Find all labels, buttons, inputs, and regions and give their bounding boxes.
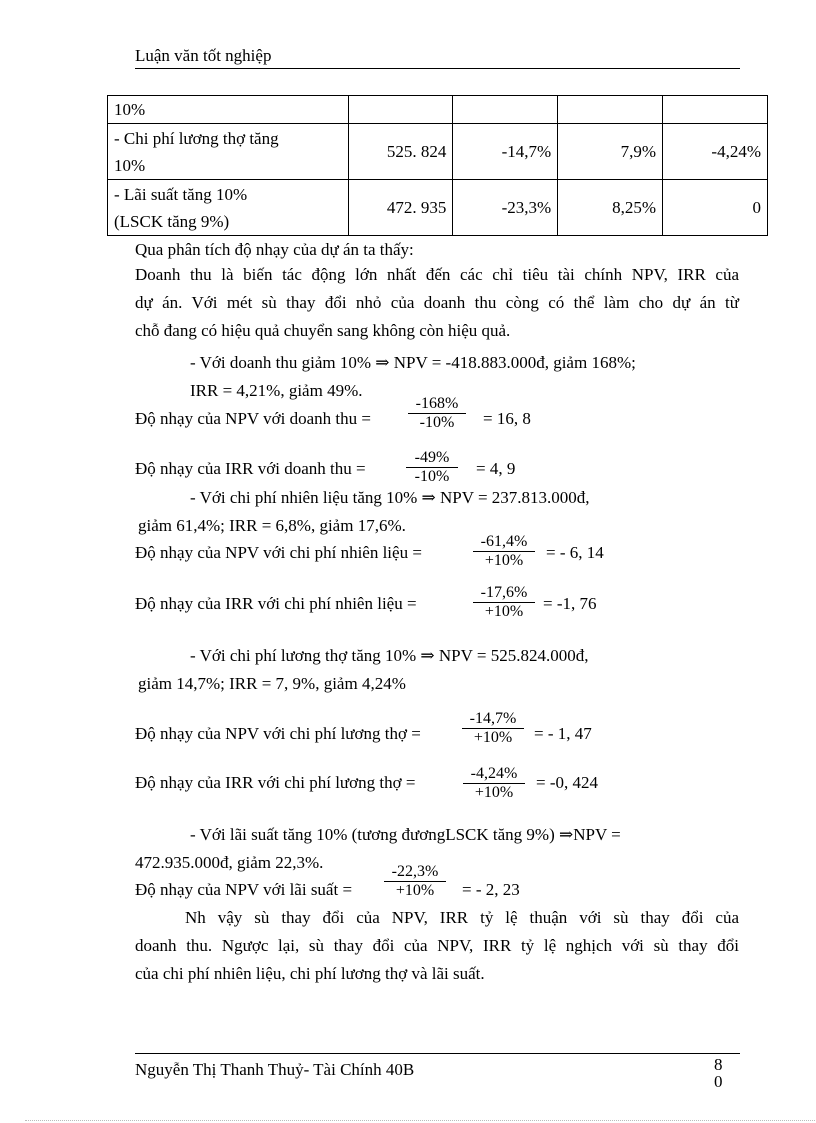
table-cell-npv: 525. 824 xyxy=(348,124,453,180)
page-number-digit: 0 xyxy=(714,1072,723,1091)
case4-line1: - Với lãi suất tăng 10% (tương đươngLSCK tăng 9%) ⇒NPV = xyxy=(190,825,621,844)
page-edge-divider xyxy=(25,1120,815,1121)
sensitivity-result: = - 1, 47 xyxy=(534,724,592,743)
sensitivity-table xyxy=(107,95,768,236)
header-rule xyxy=(135,68,740,69)
fraction xyxy=(463,766,525,801)
fraction-denominator: +10% xyxy=(484,603,524,620)
fraction-denominator: -10% xyxy=(419,414,455,431)
page-number xyxy=(714,1056,723,1090)
fraction xyxy=(408,396,466,431)
fraction-numerator: -61,4% xyxy=(480,533,528,550)
table-cell-pct-npv: -23,3% xyxy=(453,180,558,236)
header-title: Luận văn tốt nghiệp xyxy=(135,46,272,65)
sensitivity-label: Độ nhạy của IRR với chi phí nhiên liệu = xyxy=(135,594,417,613)
table-row xyxy=(108,180,768,236)
fraction-numerator: -17,6% xyxy=(480,584,528,601)
fraction xyxy=(384,864,446,899)
table-cell-irr: 7,9% xyxy=(558,124,663,180)
table-cell-npv xyxy=(348,96,453,124)
table-row xyxy=(108,124,768,180)
table-cell-irr: 8,25% xyxy=(558,180,663,236)
sensitivity-result: = 16, 8 xyxy=(483,409,531,428)
table-cell-pct-irr: 0 xyxy=(663,180,768,236)
page-number-digit: 8 xyxy=(714,1055,723,1074)
table-cell-pct-npv xyxy=(453,96,558,124)
case3-line1: - Với chi phí lương thợ tăng 10% ⇒ NPV = 525.824.000đ, xyxy=(190,646,589,665)
intro-text: Qua phân tích độ nhạy của dự án ta thấy: xyxy=(135,240,414,259)
paragraph-line: của chi phí nhiên liệu, chi phí lương thợ và lãi suất. xyxy=(135,964,485,983)
sensitivity-label: Độ nhạy của NPV với chi phí lương thợ = xyxy=(135,724,421,743)
paragraph-line: doanh thu. Ngược lại, sù thay đổi của NPV, IRR tỷ lệ nghịch với sù thay đổi xyxy=(135,936,739,955)
sensitivity-label: Độ nhạy của IRR với doanh thu = xyxy=(135,459,366,478)
table-cell-pct-irr: -4,24% xyxy=(663,124,768,180)
paragraph-2 xyxy=(135,904,739,988)
case4-line2: 472.935.000đ, giảm 22,3%. xyxy=(135,853,324,872)
sensitivity-label: Độ nhạy của NPV với lãi suất = xyxy=(135,880,353,899)
fraction-denominator: +10% xyxy=(474,784,514,801)
case2-line2: giảm 61,4%; IRR = 6,8%, giảm 17,6%. xyxy=(138,516,406,535)
case3-line2: giảm 14,7%; IRR = 7, 9%, giảm 4,24% xyxy=(138,674,406,693)
table-cell-pct-irr xyxy=(663,96,768,124)
paragraph-1 xyxy=(135,261,739,345)
sensitivity-result: = 4, 9 xyxy=(476,459,516,478)
footer-rule xyxy=(135,1053,740,1054)
sensitivity-result: = -1, 76 xyxy=(543,594,597,613)
fraction xyxy=(473,585,535,620)
fraction xyxy=(473,534,535,569)
table-cell-label: - Lãi suất tăng 10% (LSCK tăng 9%) xyxy=(108,180,349,236)
footer-author: Nguyễn Thị Thanh Thuỷ- Tài Chính 40B xyxy=(135,1060,415,1079)
paragraph-line: Doanh thu là biến tác động lớn nhất đến các chỉ tiêu tài chính NPV, IRR của xyxy=(135,265,739,284)
table-cell-label: - Chi phí lương thợ tăng 10% xyxy=(108,124,349,180)
paragraph-line: chỗ đang có hiệu quả chuyển sang không còn hiệu quả. xyxy=(135,321,511,340)
fraction-numerator: -49% xyxy=(414,449,450,466)
paragraph-line: Nh vậy sù thay đổi của NPV, IRR tỷ lệ thuận với sù thay đổi của xyxy=(185,908,739,927)
case1-line2: IRR = 4,21%, giảm 49%. xyxy=(190,381,363,400)
sensitivity-result: = - 6, 14 xyxy=(546,543,604,562)
fraction-numerator: -22,3% xyxy=(391,863,439,880)
paragraph-line: dự án. Với mét sù thay đổi nhỏ của doanh thu còng có thể làm cho dự án từ xyxy=(135,293,739,312)
sensitivity-label: Độ nhạy của NPV với doanh thu = xyxy=(135,409,371,428)
fraction-denominator: -10% xyxy=(414,468,450,485)
fraction-numerator: -168% xyxy=(415,395,459,412)
sensitivity-label: Độ nhạy của IRR với chi phí lương thợ = xyxy=(135,773,416,792)
sensitivity-result: = - 2, 23 xyxy=(462,880,520,899)
fraction-denominator: +10% xyxy=(473,729,513,746)
table-cell-npv: 472. 935 xyxy=(348,180,453,236)
fraction-denominator: +10% xyxy=(395,882,435,899)
sensitivity-result: = -0, 424 xyxy=(536,773,598,792)
table-cell-pct-npv: -14,7% xyxy=(453,124,558,180)
fraction-numerator: -14,7% xyxy=(469,710,517,727)
case2-line1: - Với chi phí nhiên liệu tăng 10% ⇒ NPV = 237.813.000đ, xyxy=(190,488,590,507)
fraction xyxy=(462,711,524,746)
sensitivity-label: Độ nhạy của NPV với chi phí nhiên liệu = xyxy=(135,543,422,562)
table-row xyxy=(108,96,768,124)
fraction-numerator: -4,24% xyxy=(470,765,518,782)
case1-line1: - Với doanh thu giảm 10% ⇒ NPV = -418.883.000đ, giảm 168%; xyxy=(190,353,636,372)
table-cell-irr xyxy=(558,96,663,124)
table-cell-label: 10% xyxy=(108,96,349,124)
fraction-denominator: +10% xyxy=(484,552,524,569)
fraction xyxy=(406,450,458,485)
